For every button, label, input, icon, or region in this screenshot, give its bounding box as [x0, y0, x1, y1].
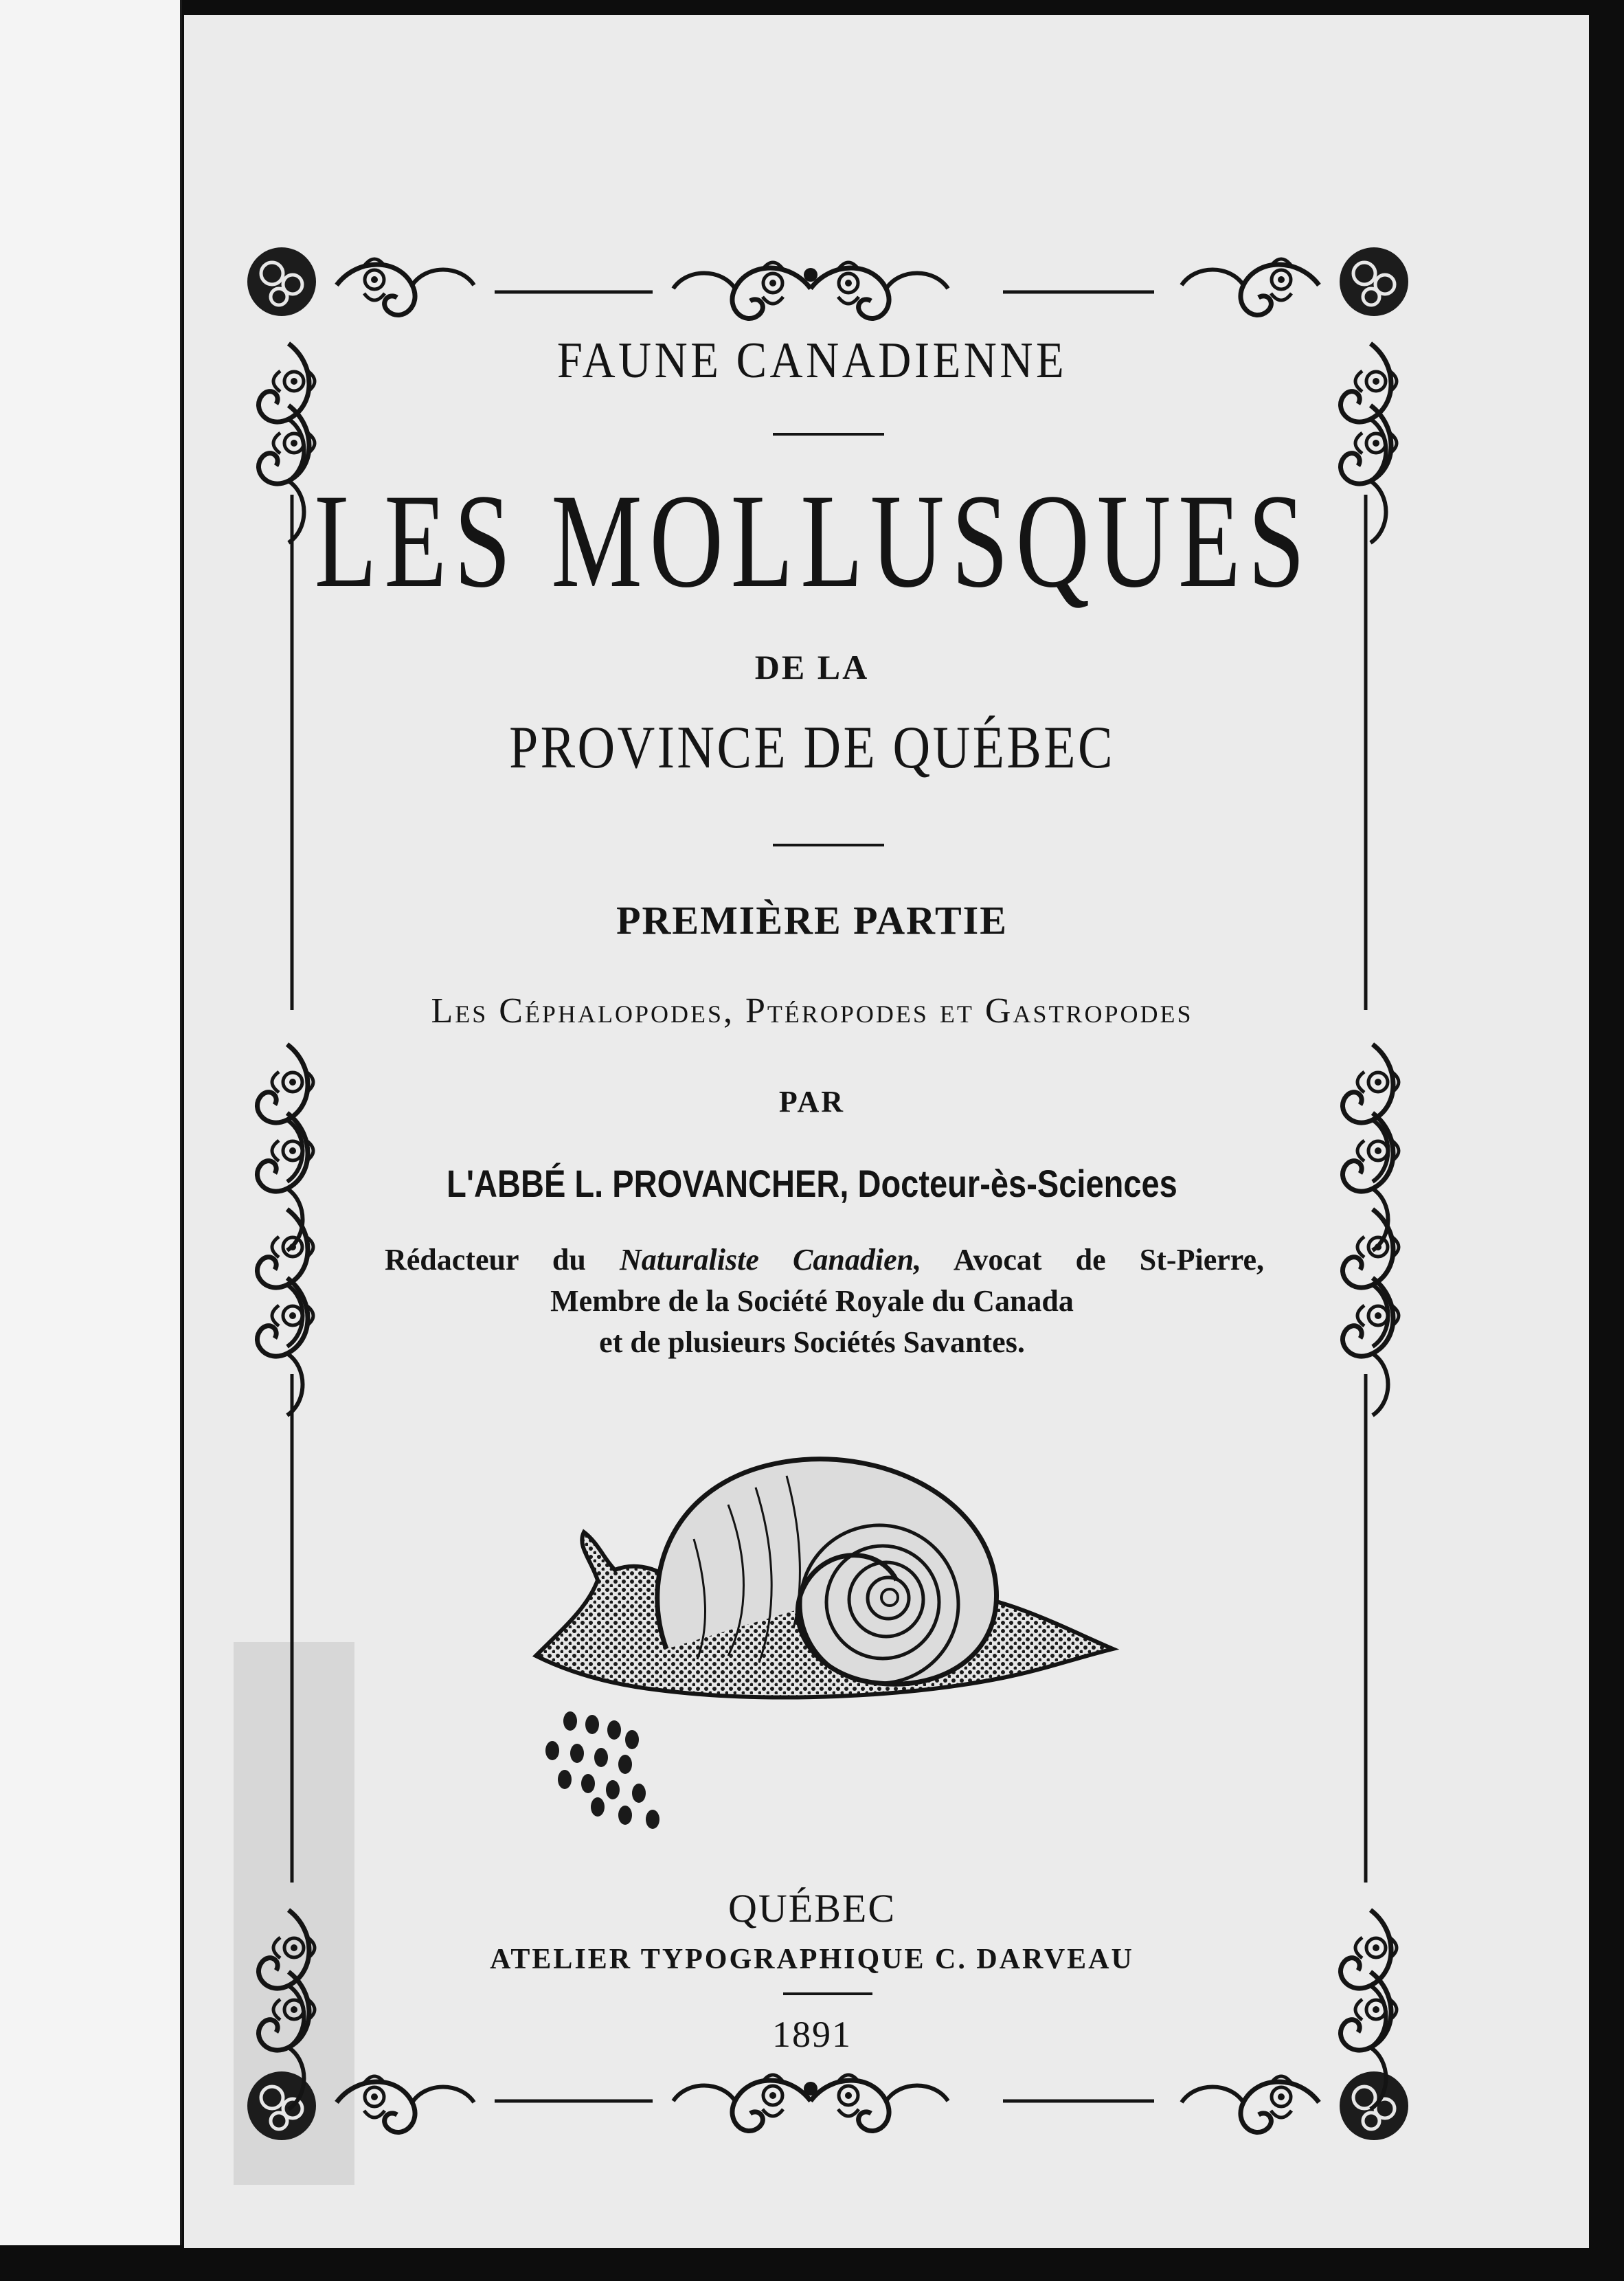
- rule-after-title: [773, 844, 884, 846]
- snail-illustration: [522, 1422, 1127, 1834]
- journal-name: Naturaliste Canadien,: [619, 1243, 922, 1277]
- title-place: PROVINCE DE QUÉBEC: [509, 715, 1115, 781]
- imprint-city: QUÉBEC: [728, 1886, 896, 1931]
- series-title: FAUNE CANADIENNE: [556, 333, 1068, 389]
- author-roles-line-2: Membre de la Société Royale du Canada: [550, 1284, 1074, 1318]
- main-title: LES MOLLUSQUES: [314, 467, 1313, 616]
- title-connector: DE LA: [754, 648, 870, 686]
- author-name: L'ABBÉ L. PROVANCHER, Docteur-ès-Sciences: [447, 1162, 1177, 1205]
- rule-after-series: [773, 433, 884, 436]
- center-ornament-bottom: [673, 2075, 948, 2131]
- roles-suffix: Avocat de St-Pierre,: [953, 1243, 1265, 1277]
- rule-before-year: [783, 1992, 872, 1995]
- snail-eggs: [545, 1711, 659, 1829]
- part-title: PREMIÈRE PARTIE: [616, 898, 1008, 943]
- imprint-printer: ATELIER TYPOGRAPHIQUE C. DARVEAU: [490, 1944, 1134, 1975]
- roles-prefix: Rédacteur du: [385, 1243, 586, 1277]
- author-roles-line-3: et de plusieurs Sociétés Savantes.: [599, 1325, 1025, 1359]
- imprint-year: 1891: [772, 2014, 852, 2055]
- center-ornament-top: [673, 262, 948, 319]
- part-subtitle: Les Céphalopodes, Ptéropodes et Gastropodes: [431, 991, 1193, 1031]
- by-line: PAR: [778, 1085, 846, 1119]
- author-roles-line-1: [385, 1242, 1264, 1277]
